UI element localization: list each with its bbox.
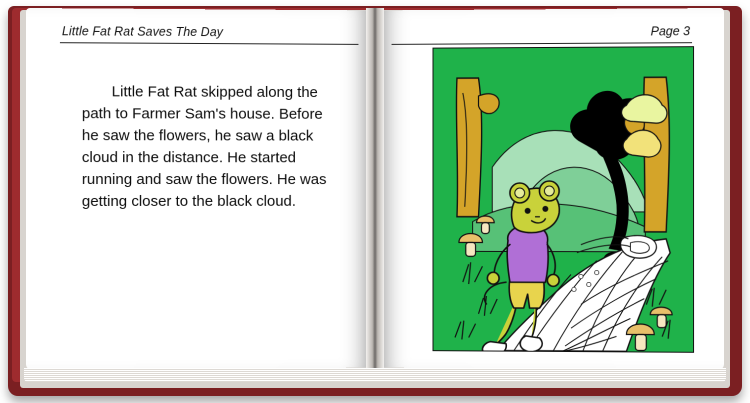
right-page-header [393,22,690,44]
page-number: Page 3 [650,24,691,39]
book-title: Little Fat Rat Saves The Day [61,24,223,40]
story-illustration [433,46,695,353]
left-page-header [62,22,353,44]
story-paragraph: Little Fat Rat skipped along the path to Farmer Sam's house. Before he saw the flowers, he saw a black cloud in the distance. He started running and saw the flowers. He was getting closer to the black cloud. [81,83,327,211]
left-page [26,8,366,370]
page-edges [24,368,726,382]
book-spine-gutter [366,8,384,370]
right-page [384,8,724,370]
